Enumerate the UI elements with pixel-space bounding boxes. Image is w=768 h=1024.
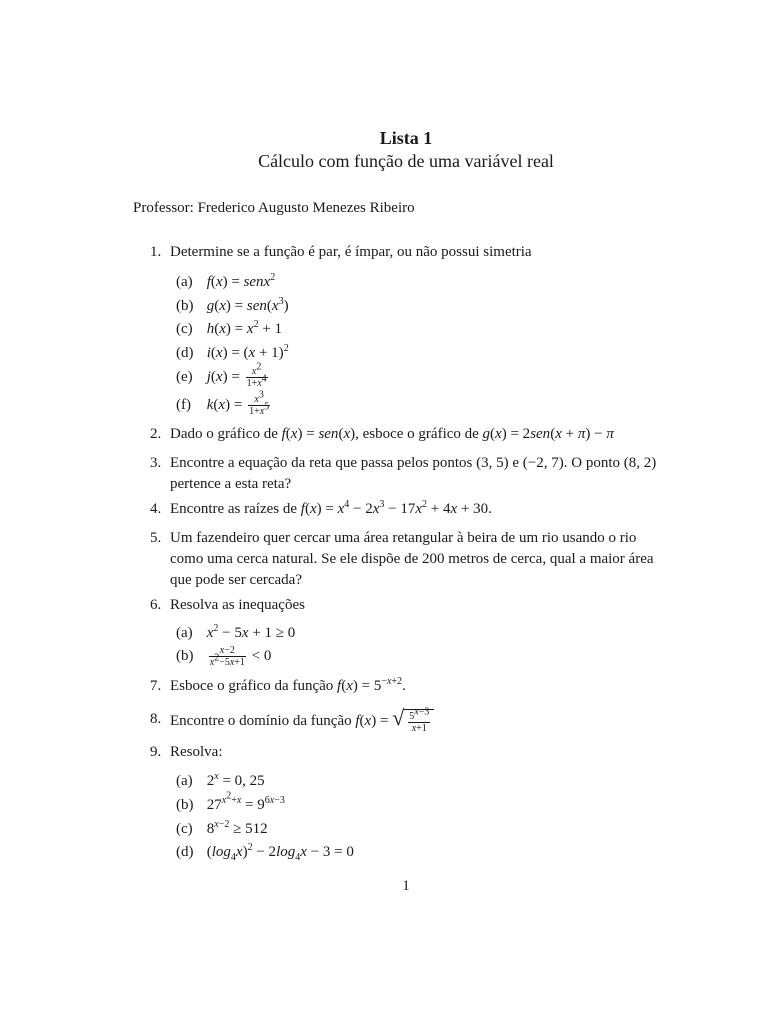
exercise-item — [150, 595, 305, 616]
exercise-number: 9. — [150, 744, 162, 760]
subitem-math: $g(x) = sen(x^3)$ — [206, 296, 289, 314]
exercise-text: Encontre as raízes de $f(x) = x^4 - 2x^3 - 17x^2 + 4x + 30$. — [170, 499, 492, 517]
subitem — [176, 343, 289, 363]
exercise-number: 1. — [150, 244, 162, 260]
subitem-label: (d) — [176, 844, 194, 860]
subitem-math: $h(x) = x^2 + 1$ — [206, 319, 283, 337]
subitem-math: $8^{x-2} \ge 512$ — [206, 819, 268, 837]
exercise-text: Esboce o gráfico da função $f(x) = 5^{-x+2}$. — [170, 676, 406, 694]
subitem-math: f(x) = senx$^2$ — [206, 272, 276, 290]
exercise-number: 5. — [150, 530, 162, 546]
subitem — [176, 645, 271, 668]
exercise-item — [150, 424, 614, 445]
subitem-math: $i(x) = (x + 1)^2$ — [206, 343, 289, 361]
exercise-text: Resolva as inequações — [170, 597, 305, 613]
exercise-item — [150, 742, 223, 763]
exercise-item — [150, 705, 430, 734]
subitem-label: (d) — [176, 345, 194, 361]
subitem-label: (a) — [176, 274, 193, 290]
exercise-item — [150, 528, 654, 588]
subitem — [176, 319, 282, 339]
exercise-item — [150, 676, 406, 697]
subitem — [176, 623, 295, 643]
page-number: 1 — [402, 878, 410, 894]
subitem-label: (c) — [176, 821, 193, 837]
subitem-label: (b) — [176, 647, 194, 664]
subitem — [176, 389, 272, 417]
exercise-number: 7. — [150, 678, 162, 694]
exercise-text: Determine se a função é par, é ímpar, ou não possui simetria — [170, 244, 532, 260]
subitem — [176, 296, 289, 316]
subitem-label: (b) — [176, 298, 194, 314]
exercise-number: 8. — [150, 711, 162, 727]
page-title: Lista 1 — [379, 128, 433, 148]
subitem — [176, 842, 354, 862]
subitem-math: k(x) = $\frac{x^3}{1+x^5}$ — [206, 389, 270, 417]
subitem — [176, 819, 268, 839]
page-subtitle: Cálculo com função de uma variável real — [258, 151, 554, 171]
exercise-text: Resolva: — [170, 744, 223, 760]
exercise-number: 4. — [150, 501, 162, 517]
exercise-text: Encontre o domínio da função f(x) = √ $\frac{5^{x-3}}{x+1}$ — [170, 709, 434, 734]
subitem-label: (f) — [176, 396, 191, 413]
subitem-math: j(x) = $\frac{x^2}{1+x^4}$ — [206, 361, 267, 389]
subitem-math: $\frac{x-2}{x^2-5x+1}$ < 0 — [209, 645, 272, 668]
exercise-text: Dado o gráfico de f(x) = sen(x), esboce o gráfico de g(x) = 2sen(x + π) − π — [170, 426, 614, 442]
exercise-number: 6. — [150, 597, 162, 613]
subitem-label: (a) — [176, 773, 193, 789]
exercise-text: Encontre a equação da reta que passa pelos pontos (3, 5) e (−2, 7). O ponto (8, 2) pertence a esta reta? — [170, 455, 657, 492]
subitem-label: (e) — [176, 368, 193, 385]
subitem — [176, 790, 285, 815]
exercise-item — [150, 453, 657, 492]
exercise-number: 2. — [150, 426, 162, 442]
exercise-number: 3. — [150, 455, 162, 471]
subitem-math: $2^x = 0$, 25 — [206, 771, 265, 789]
subitem-math: $27^{x^2+x} = 9^{6x-3}$ — [206, 790, 285, 813]
subitem — [176, 361, 270, 389]
subitem-math: $(\log_4x)^2 - 2\log_4x - 3 = 0$ — [206, 842, 354, 863]
exercise-item — [150, 242, 532, 263]
subitem-label: (b) — [176, 797, 194, 813]
professor-line: Professor: Frederico Augusto Menezes Ribeiro — [133, 200, 415, 216]
subitem-label: (a) — [176, 625, 193, 641]
subitem — [176, 272, 275, 292]
exercise-text: Um fazendeiro quer cercar uma área retangular à beira de um rio usando o rio como uma cerca natural. Se ele dispõe de 200 metros de cerca, qual a maior área que pode ser cercada? — [170, 530, 654, 588]
subitem-math: $x^2 - 5x + 1 \ge 0$ — [206, 623, 296, 641]
subitem-label: (c) — [176, 321, 193, 337]
exercise-item — [150, 499, 492, 520]
subitem — [176, 771, 265, 791]
